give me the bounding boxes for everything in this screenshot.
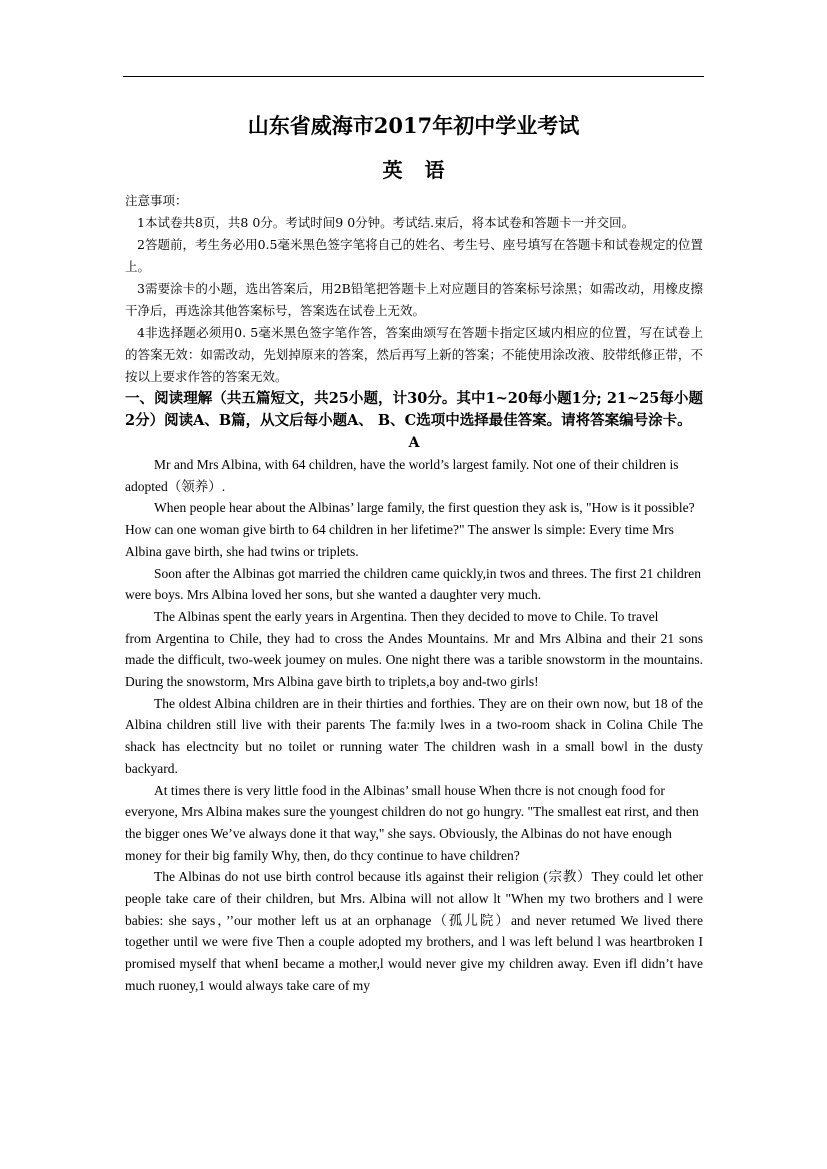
- section-heading: 一、阅读理解（共五篇短文，共25小题，计30分。其中1~20每小题1分; 21~25每小题2分）阅读A、B篇，从文后每小题A、 B、C选项中选择最佳答案。请将答案编号涂卡。: [125, 390, 703, 429]
- note-item-1: 1本试卷共8页，共8 0分。考试时间9 0分钟。考试结.束后，将本试卷和答题卡一并交回。: [137, 215, 635, 230]
- note-item-2: 2答题前，考生务必用0.5毫米黑色签字笔将自己的姓名、考生号、座号填写在答题卡和试卷规定的位置上。: [125, 237, 703, 274]
- paragraph: Mr and Mrs Albina, with 64 children, have the world’s largest family. Not one of their children is adopted（领养）.: [125, 457, 679, 494]
- paragraph: When people hear about the Albinas’ large family, the first question they ask is, "How is it possible? How can one woman give birth to 64 children in her lifetime?" The answer ls simple: Every time Mrs Albina gave birth, she had twins or triplets.: [125, 500, 695, 559]
- notes-heading: 注意事项：: [125, 193, 188, 208]
- note-item-4: 4非选择题必须用0. 5毫米黑色签字笔作答，答案曲颂写在答题卡指定区域内相应的位置，写在试卷上的答案无效：如需改动，先划掉原来的答案，然后再写上新的答案；不能使用涂改液、胶带纸修正带，不按以上要求作答的答案无效。: [125, 325, 703, 384]
- paragraph: from Argentina to Chile, they had to cross the Andes Mountains. Mr and Mrs Albina and their 21 sons made the difficult, two-week joumey on mules. One night there was a tarible snowstorm in the mountains. During the snowstorm, Mrs Albina gave birth to triplets,a boy and-two girls!: [125, 630, 703, 690]
- paragraph: At times there is very little food in the Albinas’ small house When thcre is not cnough food for everyone, Mrs Albina makes sure the youngest children do not go hungry. "The smallest eat rirst, and then the bigger ones We’ve always done it that way," she says. Obviously, the Albinas do not have enough money for their big family Why, then, do thcy continue to have children?: [125, 782, 699, 863]
- passage-letter: A: [408, 435, 420, 451]
- exam-notes: [125, 190, 703, 388]
- paragraph: Soon after the Albinas got married the children came quickly,in twos and threes. The first 21 children were boys. Mrs Albina loved her sons, but she wanted a daughter very much.: [125, 565, 701, 603]
- top-rule: [123, 76, 704, 77]
- passage-text: [125, 454, 703, 997]
- paragraph: The Albinas do not use birth control because itls against their religion (宗教）They could let other people take care of their children, but Mrs. Albina will not allow lt "When my two brothers and l were babies: she says，’’our mother left us at an orphanage（孤儿院）and never retumed We lived there together until we were five Then a couple adopted my brothers, and l was left belund l was heartbroken I promised myself that whenI became a mother,l would never give my children away. Even ifl didn’t have much ruoney,1 would always take care of my: [125, 869, 703, 993]
- exam-title: 山东省威海市2017年初中学业考试: [247, 113, 580, 138]
- subject-title: 英语: [382, 158, 467, 182]
- exam-body: [125, 190, 703, 997]
- paragraph: The Albinas spent the early years in Argentina. Then they decided to move to Chile. To travel: [154, 608, 659, 624]
- note-item-3: 3需要涂卡的小题，选出答案后，用2B铅笔把答题卡上对应题目的答案标号涂黑；如需改动，用橡皮擦干净后，再选涂其他答案标号，答案选在试卷上无效。: [125, 281, 703, 318]
- paragraph: The oldest Albina children are in their thirties and forthies. They are on their own now, but 18 of the Albina children still live with their parents The fa:mily lwes in a two-room shack in Colina Chile The shack has electncity but no toilet or running water The children wash in a small bowl in the dusty backyard.: [125, 695, 703, 776]
